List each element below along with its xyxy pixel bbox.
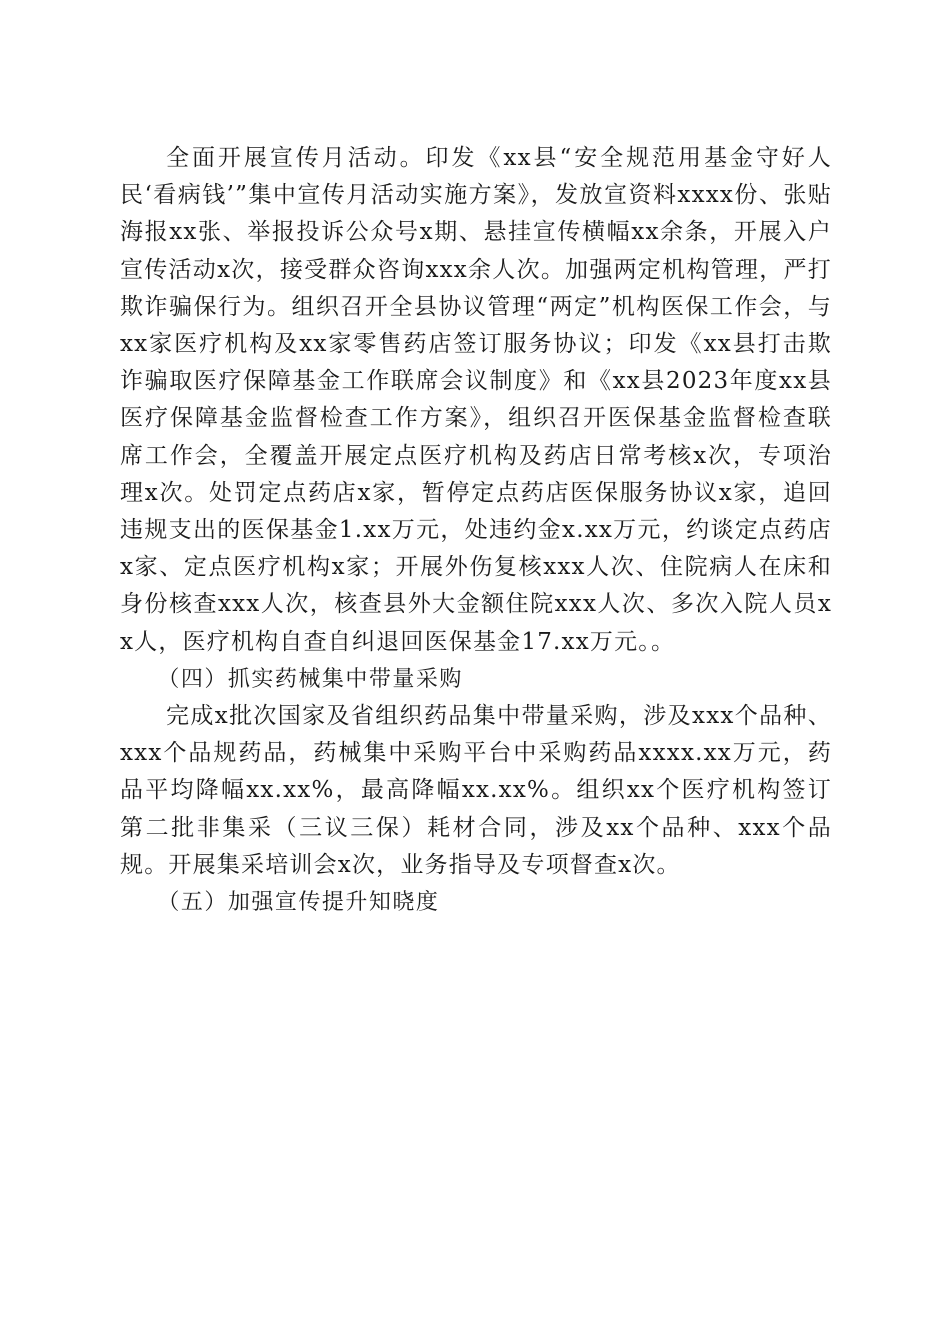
paragraph-publicity-and-supervision: 全面开展宣传月活动。印发《xx县“安全规范用基金守好人民‘看病钱’”集中宣传月活动实施方案》，发放宣资料xxxx份、张贴海报xx张、举报投诉公众号x期、悬挂宣传横幅xx余条，开展入户宣传活动x次，接受群众咨询xxx余人次。加强两定机构管理，严打欺诈骗保行为。组织召开全县协议管理“两定”机构医保工作会，与xx家医疗机构及xx家零售药店签订服务协议；印发《xx县打击欺诈骗取医疗保障基金工作联席会议制度》和《xx县2023年度xx县医疗保障基金监督检查工作方案》，组织召开医保基金监督检查联席工作会，全覆盖开展定点医疗机构及药店日常考核x次，专项治理x次。处罚定点药店x家，暂停定点药店医保服务协议x家，追回违规支出的医保基金1.xx万元，处违约金x.xx万元，约谈定点药店x家、定点医疗机构x家；开展外伤复核xxx人次、住院病人在床和身份核查xxx人次，核查县外大金额住院xxx人次、多次入院人员xx人，医疗机构自查自纠退回医保基金17.xx万元。。 [120, 145, 832, 655]
document-body [120, 140, 832, 921]
section-heading-4: （四）抓实药械集中带量采购 [157, 666, 463, 692]
section-heading-5: （五）加强宣传提升知晓度 [157, 890, 440, 916]
paragraph-centralized-procurement: 完成x批次国家及省组织药品集中带量采购，涉及xxx个品种、xxx个品规药品，药械集中采购平台中采购药品xxxx.xx万元，药品平均降幅xx.xx%，最高降幅xx.xx%。组织xx个医疗机构签订第二批非集采（三议三保）耗材合同，涉及xx个品种、xxx个品规。开展集采培训会x次，业务指导及专项督查x次。 [120, 703, 832, 878]
